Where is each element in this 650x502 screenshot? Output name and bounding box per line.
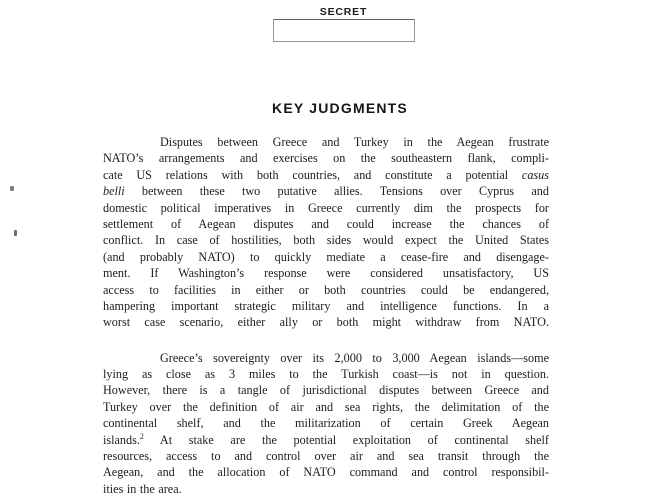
text-line (103, 382, 549, 398)
text-line (103, 200, 549, 216)
text-segment: settlement of Aegean disputes and could increase the chances of (103, 216, 549, 231)
scan-artifact (14, 230, 17, 236)
text-line (103, 399, 549, 415)
text-line (103, 298, 549, 314)
paragraph (103, 350, 549, 498)
text-segment: continental shelf, and the militarization of certain Greek Aegean (103, 416, 549, 431)
text-segment: lying as close as 3 miles to the Turkish coast—is not in question. (103, 367, 549, 382)
text-segment: ment. If Washington’s response were considered unsatisfactory, US (103, 266, 549, 281)
text-segment: conflict. In case of hostilities, both sides would expect the United States (103, 233, 549, 248)
text-line (103, 183, 549, 199)
body-text (103, 134, 549, 497)
text-segment: At stake are the potential exploitation of continental shelf (143, 432, 549, 447)
text-segment: (and probably NATO) to quickly mediate a cease-fire and disengage- (103, 249, 549, 264)
text-line (103, 415, 549, 431)
text-segment: However, there is a tangle of jurisdictional disputes between Greece and (103, 383, 549, 398)
text-line (103, 282, 549, 298)
text-line (103, 134, 549, 150)
text-line (103, 481, 549, 497)
text-line (103, 314, 549, 330)
text-segment: Disputes between Greece and Turkey in the Aegean frustrate (160, 135, 549, 149)
text-line (103, 216, 549, 232)
text-line (103, 464, 549, 480)
text-segment: NATO’s arrangements and exercises on the southeastern flank, compli- (103, 151, 549, 166)
text-segment: Aegean, and the allocation of NATO command and control responsibil- (103, 465, 549, 480)
text-line (103, 432, 549, 448)
page-title: KEY JUDGMENTS (272, 100, 408, 116)
text-segment: cate US relations with both countries, and constitute a potential (103, 167, 522, 182)
text-line (103, 167, 549, 183)
text-segment: worst case scenario, either ally or both might withdraw from NATO. (103, 315, 549, 330)
text-segment: resources, access to and control over air and sea transit through the (103, 449, 549, 464)
text-segment: between these two putative allies. Tensions over Cyprus and (124, 184, 549, 199)
footnote-reference: 2 (139, 431, 144, 441)
text-segment: access to facilities in either or both countries could be endangered, (103, 282, 549, 297)
text-segment: hampering important strategic military and intelligence functions. In a (103, 298, 549, 313)
text-segment: ities in the area. (103, 481, 182, 496)
text-segment: casus (521, 167, 549, 182)
text-line (103, 232, 549, 248)
text-segment: domestic political imperatives in Greece currently dim the prospects for (103, 200, 549, 215)
text-line (103, 150, 549, 166)
redaction-box (273, 19, 415, 42)
text-line (103, 249, 549, 265)
text-line (103, 448, 549, 464)
text-segment: Turkey over the definition of air and sea rights, the delimitation of the (103, 399, 549, 414)
text-segment: belli (103, 184, 125, 199)
text-segment: Greece’s sovereignty over its 2,000 to 3,000 Aegean islands—some (160, 350, 549, 365)
text-line (103, 366, 549, 382)
classification-marking: SECRET (319, 6, 368, 18)
text-line (103, 265, 549, 281)
paragraph (103, 134, 549, 331)
text-segment: islands. (103, 432, 140, 447)
scan-artifact (10, 186, 14, 191)
text-line (103, 350, 549, 366)
